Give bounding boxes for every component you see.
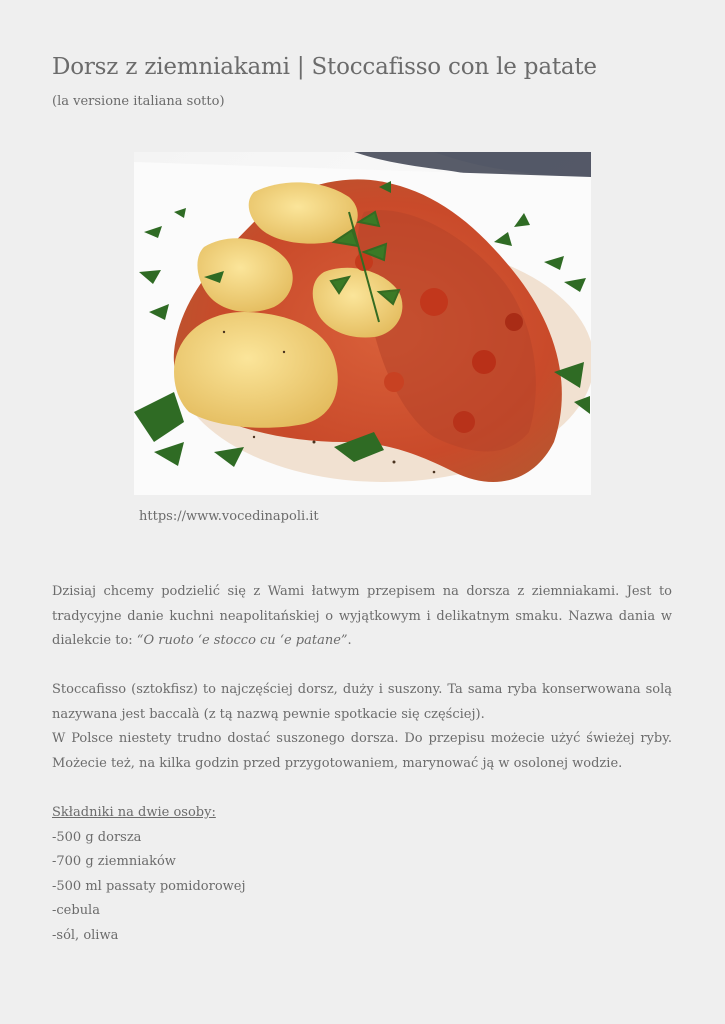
intro-paragraph-text: Dzisiaj chcemy podzielić się z Wami łatwym przepisem na dorsza z ziemniakami. Jest to tradycyjne danie kuchni neapolitańskiej o wyjątkowym i delikatnym smaku. Nazwa dania w dialekcie to: — [52, 584, 672, 648]
article-subtitle: (la versione italiana sotto) — [52, 94, 225, 109]
intro-paragraph — [52, 580, 672, 654]
stoccafisso-paragraph — [52, 678, 672, 776]
article-title: Dorsz z ziemniakami | Stoccafisso con le patate — [52, 54, 597, 80]
intro-paragraph-end: . — [347, 633, 352, 648]
ingredient-item: -700 g ziemniaków — [52, 854, 176, 869]
ingredients-heading: Składniki na dwie osoby: — [52, 805, 216, 820]
image-caption-link[interactable]: https://www.vocedinapoli.it — [139, 509, 319, 524]
ingredient-item: -500 g dorsza — [52, 829, 142, 845]
fresh-fish-tip: W Polsce niestety trudno dostać suszonego dorsza. Do przepisu możecie użyć świeżej ryby. Możecie też, na kilka godzin przed przygotowaniem, marynować ją w osolonej wodzie. — [52, 731, 672, 771]
ingredient-item: -sól, oliwa — [52, 927, 119, 943]
dish-photo — [134, 152, 591, 495]
ingredient-item: -500 ml passaty pomidorowej — [52, 878, 246, 894]
ingredients-list — [52, 801, 246, 948]
stoccafisso-description: Stoccafisso (sztokfisz) to najczęściej dorsz, duży i suszony. Ta sama ryba konserwowana solą nazywana jest baccalà (z tą nazwą pewnie spotkacie się częściej). — [52, 682, 672, 722]
dialect-dish-name: “O ruoto ‘e stocco cu ‘e patane” — [136, 633, 348, 648]
ingredient-item: -cebula — [52, 903, 100, 918]
